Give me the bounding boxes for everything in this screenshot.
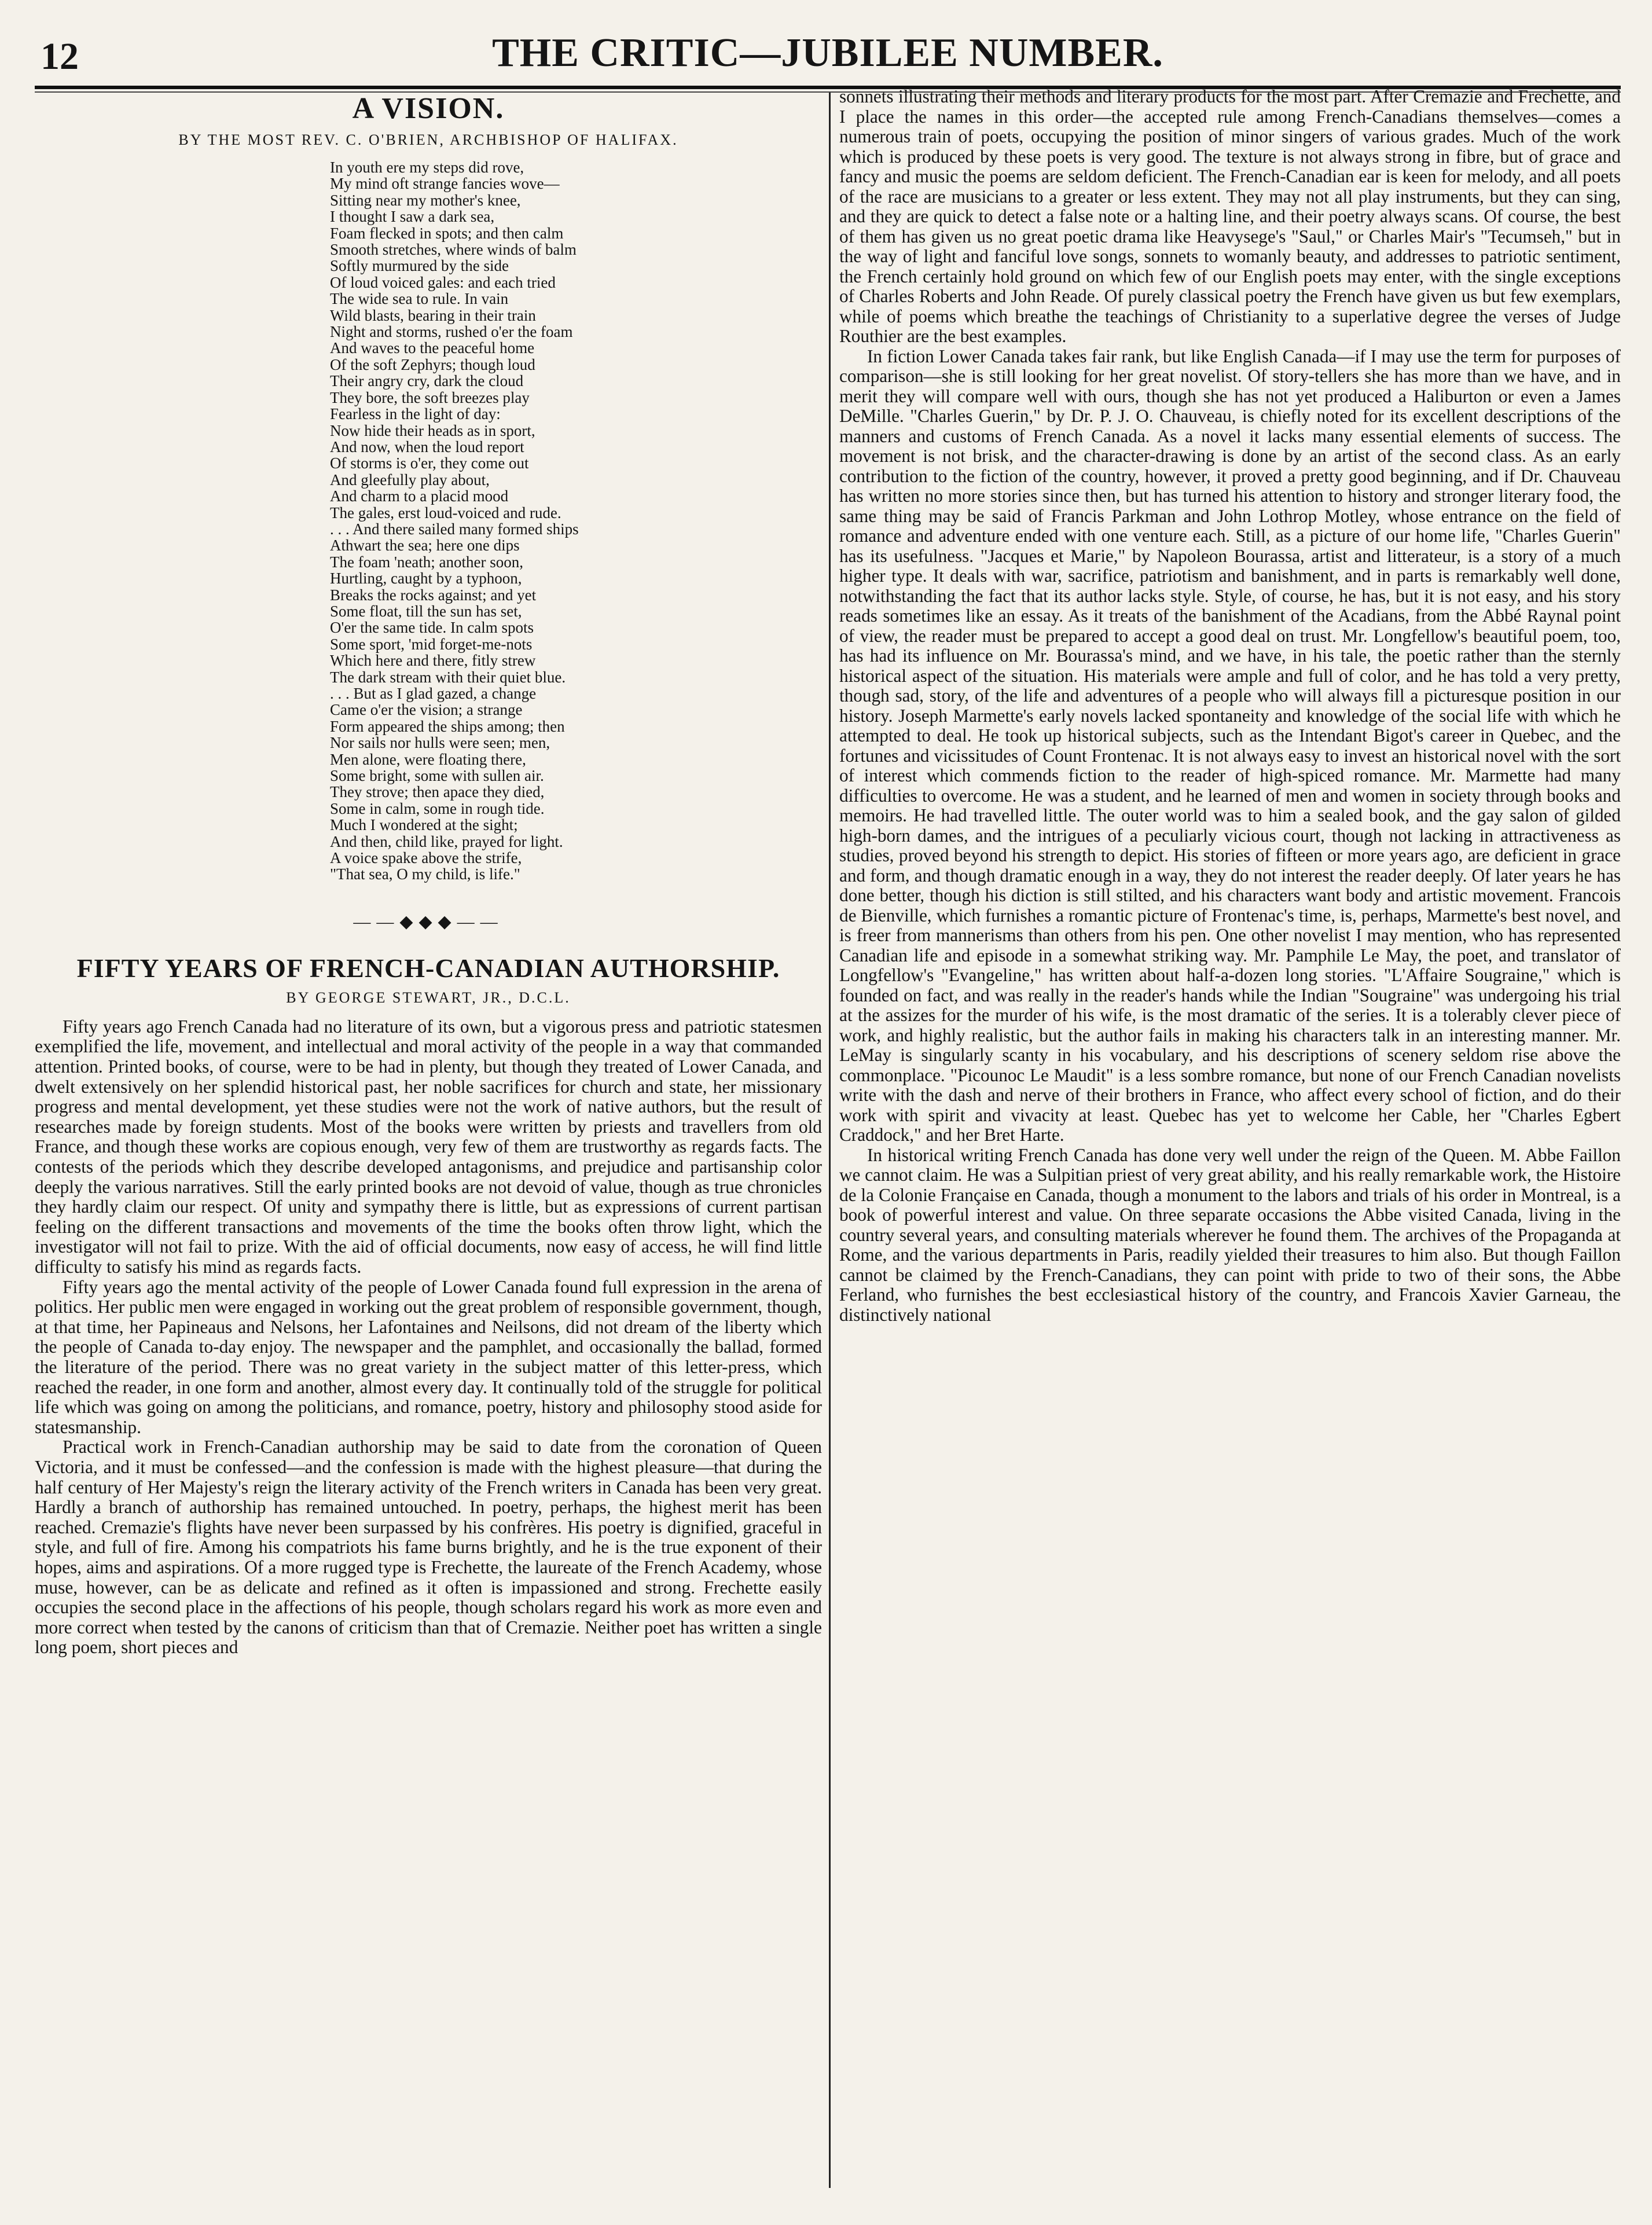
- poem-line: I thought I saw a dark sea,: [330, 208, 495, 226]
- poem-line: Athwart the sea; here one dips: [330, 537, 520, 555]
- poem-line: Form appeared the ships among; then: [330, 717, 565, 735]
- poem-line: . . . And there sailed many formed ships: [330, 520, 579, 538]
- article-paragraph: sonnets illustrating their methods and literary products for the most part. After Cremazie and Frechette, and I place the names in this order—the accepted rule among French-Canadians themselves—comes a numerous train of poets, occupying the position of minor singers of various grades. Much of the work which is produced by these poets is very good. The texture is not always strong in fibre, but of grace and fancy and music the poems are seldom deficient. The French-Canadian ear is keen for melody, and all poets of the race are musicians to a greater or less extent. They may not all play instruments, but they can sing, and they are quick to detect a false note or a halting line, and their poetry always scans. Of course, the best of them has given us no great poetic drama like Heavysege's "Saul," or Charles Mair's "Tecumseh," but in the way of light and fanciful love songs, sonnets to womanly beauty, and addresses to patriotic sentiment, the French certainly hold ground on which few of our English poets may enter, with the single exceptions of Charles Roberts and John Reade. Of purely classical poetry the French have given us but few exemplars, while of poems which breathe the teachings of Christianity to a superlative degree the verses of Judge Routhier are the best examples.: [839, 87, 1621, 346]
- poem-line: Sitting near my mother's knee,: [330, 191, 521, 209]
- poem-line: My mind oft strange fancies wove—: [330, 175, 560, 193]
- poem-line: Softly murmured by the side: [330, 257, 509, 275]
- poem-line: O'er the same tide. In calm spots: [330, 619, 534, 637]
- poem-line: Night and storms, rushed o'er the foam: [330, 323, 573, 341]
- poem-line: And then, child like, prayed for light.: [330, 832, 563, 850]
- article-paragraph: Fifty years ago French Canada had no literature of its own, but a vigorous press and patriotic statesmen exemplified the life, movement, and intellectual and moral activity of the people in a way that commanded attention. Printed books, of course, were to be had in plenty, but though they treated of Lower Canada, and dwelt extensively on her splendid historical past, her noble sacrifices for church and state, her missionary progress and mental development, yet these studies were not the work of native authors, but the result of researches made by foreign students. Most of the books were written by priests and travellers from old France, and though these works are copious enough, very few of them are trustworthy as regards facts. The contests of the periods which they describe developed antagonisms, and prejudice and partisanship color deeply the various narratives. Still the early printed books are not devoid of value, though as true chronicles they hardly claim our respect. Of unity and sympathy there is little, but as expressions of current partisan feeling on the different transactions and movements of the time the books often throw light, which the investigator will not fail to prize. With the aid of official documents, now easy of access, he will find little difficulty to satisfy his mind as regards facts.: [35, 1016, 822, 1277]
- poem-line: Now hide their heads as in sport,: [330, 421, 535, 439]
- poem-line: Men alone, were floating there,: [330, 750, 526, 768]
- poem-line: Some float, till the sun has set,: [330, 602, 522, 620]
- running-title: THE CRITIC—JUBILEE NUMBER.: [492, 31, 1163, 75]
- poem: [330, 159, 822, 883]
- poem-line: Hurtling, caught by a typhoon,: [330, 570, 522, 588]
- poem-line: Wild blasts, bearing in their train: [330, 306, 536, 324]
- poem-line: Of storms is o'er, they come out: [330, 454, 529, 472]
- poem-line: And waves to the peaceful home: [330, 339, 535, 357]
- poem-line: Which here and there, fitly strew: [330, 652, 536, 670]
- article-paragraph: In fiction Lower Canada takes fair rank, but like English Canada—if I may use the term for purposes of comparison—she is still looking for her great novelist. Of story-tellers she has more than we have, and in merit they will compare well with ours, though she has not yet produced a Haliburton or even a James DeMille. "Charles Guerin," by Dr. P. J. O. Chauveau, is chiefly noted for its excellent descriptions of the manners and customs of French Canada. As a novel it lacks many essential elements of success. The movement is not brisk, and the character-drawing is done by an artist of the second class. As an early contribution to the fiction of the country, however, it proved a pretty good beginning, and if Dr. Chauveau has written no more stories since then, but has turned his attention to history and stronger literary food, the same thing may be said of Francis Parkman and John Lothrop Motley, whose entrance on the field of romance and adventure ended with one venture each. Still, as a picture of our home life, "Charles Guerin" has its usefulness. "Jacques et Marie," by Napoleon Bourassa, artist and litterateur, is a story of a much higher type. It deals with war, sacrifice, patriotism and banishment, and in parts is remarkably well done, notwithstanding the fact that its author lacks style. Style, of course, he has, but it is not easy, and his story reads sometimes like an essay. As it treats of the banishment of the Acadians, from the Abbé Raynal point of view, the reader must be prepared to accept a good deal on trust. Mr. Longfellow's beautiful poem, too, has had its influence on Mr. Bourassa's mind, and we have, in his tale, the poetic rather than the sternly historical aspect of the situation. His materials were ample and full of color, and he has told a very pretty, though sad, story, of the life and adventures of a people who will always fill a picturesque position in our history. Joseph Marmette's early novels lacked spontaneity and knowledge of the social life with which he attempted to deal. He took up historical subjects, such as the Intendant Bigot's career in Quebec, and the fortunes and vicissitudes of Count Frontenac. It is not always easy to invest an historical novel with the sort of interest which commends fiction to the reader of high-spiced romance. Mr. Marmette had many difficulties to overcome. He was a student, and he learned of men and women in society through books and memoirs. He had travelled little. The outer world was to him a sealed book, and the gay salon of gilded high-born dames, and the intrigues of a peculiarly vicious court, though not lacking in attractiveness as studies, proved beyond his strength to depict. His stories of fifteen or more years ago, are deficient in grace and form, and though dramatic enough in a way, they do not interest the reader deeply. Of later years he has done better, though his diction is still stilted, and his characters want body and artistic movement. Francois de Bienville, which furnishes a romantic picture of Frontenac's time, is, perhaps, Marmette's best novel, and is freer from mannerisms than others from his pen. One other novelist I may mention, who has represented Canadian life and episode in a somewhat striking way. Mr. Pamphile Le May, the poet, and translator of Longfellow's "Evangeline," has written about half-a-dozen long stories. "L'Affaire Sougraine," which is founded on fact, and was really in the reader's hands while the Indian "Sougraine" was undergoing his trial at the assizes for the murder of his wife, is the most dramatic of the series. It is a tolerably clever piece of work, and highly realistic, but the author fails in making his characters talk in an interesting manner. Mr. LeMay is singularly scanty in his vocabulary, and his descriptions of scenery seldom rise above the commonplace. "Picounoc Le Maudit" is a less sombre romance, but none of our French Canadian novelists write with the dash and nerve of their brothers in France, who affect every school of fiction, and do their work with spirit and vivacity at least. Quebec has yet to welcome her Cable, her "Charles Egbert Craddock," and her Bret Harte.: [839, 346, 1621, 1145]
- poem-line: In youth ere my steps did rove,: [330, 159, 524, 176]
- poem-line: They strove; then apace they died,: [330, 783, 545, 801]
- article-paragraph: In historical writing French Canada has done very well under the reign of the Queen. M. Abbe Faillon we cannot claim. He was a Sulpitian priest of very great ability, and his really remarkable work, the Histoire de la Colonie Française en Canada, though a monument to the labors and trials of his order in Montreal, is a book of powerful interest and value. On three separate occasions the Abbe visited Canada, living in the country several years, and consulting materials wherever he found them. The archives of the Propaganda at Rome, and the various departments in Paris, readily yielded their treasures to him also. But though Faillon cannot be claimed by the French-Canadians, they can point with pride to two of their sons, the Abbe Ferland, who furnishes the best ecclesiastical history of the country, and Francois Xavier Garneau, the distinctively national: [839, 1144, 1621, 1325]
- left-column: [35, 87, 822, 2194]
- poem-line: And charm to a placid mood: [330, 487, 509, 505]
- poem-line: . . . But as I glad gazed, a change: [330, 685, 537, 702]
- poem-line: The foam 'neath; another soon,: [330, 553, 524, 571]
- section-ornament: ——◆◆◆——: [353, 912, 504, 931]
- poem-title: A VISION.: [352, 92, 505, 125]
- masthead: [35, 23, 1621, 81]
- poem-line: And gleefully play about,: [330, 471, 490, 489]
- poem-line: The dark stream with their quiet blue.: [330, 668, 566, 686]
- poem-line: The gales, erst loud-voiced and rude.: [330, 504, 561, 522]
- poem-line: Breaks the rocks against; and yet: [330, 586, 537, 604]
- article-byline: BY GEORGE STEWART, JR., D.C.L.: [286, 989, 571, 1006]
- poem-byline: BY THE MOST REV. C. O'BRIEN, ARCHBISHOP OF HALIFAX.: [178, 131, 678, 148]
- poem-line: Nor sails nor hulls were seen; men,: [330, 734, 550, 752]
- poem-line: Smooth stretches, where winds of balm: [330, 241, 577, 259]
- article-paragraph: Fifty years ago the mental activity of the people of Lower Canada found full expression in the arena of politics. Her public men were engaged in working out the great problem of responsible government, though, at that time, her Papineaus and Nelsons, her Lafontaines and Neilsons, did not dream of the liberty which the people of Canada to-day enjoy. The newspaper and the pamphlet, and occasionally the ballad, formed the literature of the period. There was no great variety in the subject matter of this letter-press, which reached the reader, in one form and another, almost every day. It continually told of the struggle for political life which was going on among the politicians, and romance, poetry, history and philosophy stood aside for statesmanship.: [35, 1276, 822, 1437]
- poem-line: Some bright, some with sullen air.: [330, 767, 544, 785]
- poem-line: Of loud voiced gales: and each tried: [330, 273, 556, 291]
- article-right-text: [839, 87, 1621, 1325]
- poem-line: "That sea, O my child, is life.": [330, 865, 520, 883]
- poem-line: Some sport, 'mid forget-me-nots: [330, 635, 533, 653]
- poem-line: Fearless in the light of day:: [330, 405, 501, 423]
- poem-line: Some in calm, some in rough tide.: [330, 799, 545, 817]
- poem-line: Their angry cry, dark the cloud: [330, 372, 524, 390]
- poem-line: Foam flecked in spots; and then calm: [330, 224, 564, 242]
- poem-line: The wide sea to rule. In vain: [330, 290, 509, 308]
- poem-line: Of the soft Zephyrs; though loud: [330, 355, 535, 373]
- column-divider: [829, 93, 831, 2188]
- page-number: 12: [41, 35, 79, 78]
- poem-line: Came o'er the vision; a strange: [330, 701, 523, 719]
- poem-line: They bore, the soft breezes play: [330, 388, 530, 406]
- poem-line: Much I wondered at the sight;: [330, 816, 518, 834]
- article-paragraph: Practical work in French-Canadian authorship may be said to date from the coronation of Queen Victoria, and it must be confessed—and the confession is made with the highest pleasure—that during the half century of Her Majesty's reign the literary activity of the French writers in Canada has been very great. Hardly a branch of authorship has remained untouched. In poetry, perhaps, the highest merit has been reached. Cremazie's flights have never been surpassed by his confrères. His poetry is dignified, graceful in style, and full of fire. Among his compatriots his fame burns brightly, and he is the true exponent of their hopes, aims and aspirations. Of a more rugged type is Frechette, the laureate of the French Academy, whose muse, however, can be as delicate and refined as it often is impassioned and strong. Frechette easily occupies the second place in the affections of his people, though scholars regard his work as more even and more correct when tested by the canons of criticism than that of Cremazie. Neither poet has written a single long poem, short pieces and: [35, 1437, 822, 1658]
- right-column: [839, 87, 1621, 2194]
- article-title: FIFTY YEARS OF FRENCH-CANADIAN AUTHORSHIP.: [76, 953, 780, 983]
- article-left-text: [35, 1017, 822, 1658]
- poem-line: And now, when the loud report: [330, 438, 524, 456]
- poem-line: A voice spake above the strife,: [330, 849, 522, 867]
